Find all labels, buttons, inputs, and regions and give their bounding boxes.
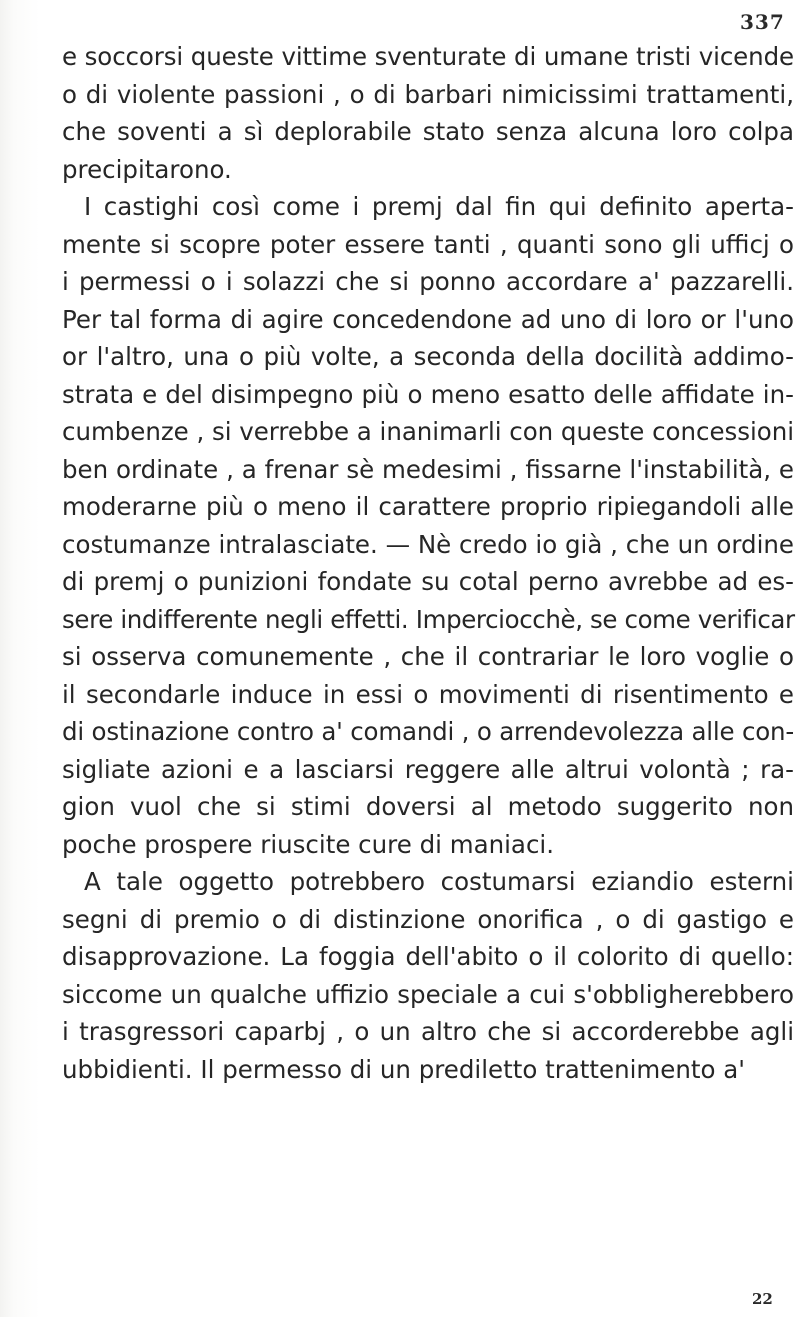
- text-line: cumbenze , si verrebbe a inanimarli con queste concessioni: [62, 417, 794, 446]
- text-line: segni di premio o di distinzione onorifica , o di gastigo e: [62, 904, 794, 934]
- text-line: gion vuol che si stimi doversi al metodo suggerito non: [62, 792, 794, 821]
- text-line: si osserva comunemente , che il contrariar le loro voglie o: [62, 642, 794, 671]
- text-line: disapprovazione. La foggia dell'abito o il colorito di quello:: [62, 942, 794, 971]
- text-line: sigliate azioni e a lasciarsi reggere alle altrui volontà ; ra-: [62, 754, 794, 784]
- text-line: di ostinazione contro a' comandi , o arrendevolezza alle con-: [62, 717, 794, 746]
- text-line: che soventi a sì deplorabile stato senza alcuna loro colpa: [62, 117, 794, 146]
- text-line: or l'altro, una o più volte, a seconda della docilità addimo-: [62, 342, 794, 371]
- body-text: [62, 38, 800, 1088]
- text-line: i permessi o i solazzi che si ponno accordare a' pazzarelli.: [62, 267, 794, 296]
- text-line: ben ordinate , a frenar sè medesimi , fissarne l'instabilità, e: [62, 454, 794, 484]
- text-line: sere indifferente negli effetti. Imperciocchè, se come verificar: [62, 604, 795, 634]
- text-line: di premj o punizioni fondate su cotal perno avrebbe ad es-: [62, 567, 794, 596]
- text-line: i trasgressori caparbj , o un altro che si accorderebbe agli: [62, 1017, 794, 1046]
- text-line: mente si scopre poter essere tanti , quanti sono gli ufficj o: [62, 229, 794, 259]
- text-line: ubbidienti. Il permesso di un prediletto trattenimento a': [62, 1054, 746, 1084]
- text-line: moderarne più o meno il carattere proprio ripiegandoli alle: [62, 492, 794, 521]
- signature-mark: 22: [752, 1290, 773, 1308]
- text-line: A tale oggetto potrebbero costumarsi eziandio esterni: [84, 867, 794, 896]
- text-line: precipitarono.: [62, 154, 232, 184]
- text-line: il secondarle induce in essi o movimenti di risentimento e: [62, 679, 794, 709]
- text-line: strata e del disimpegno più o meno esatto delle affidate in-: [62, 379, 794, 409]
- text-line: siccome un qualche uffizio speciale a cui s'obbligherebbero: [62, 979, 794, 1009]
- text-line: o di violente passioni , o di barbari nimicissimi trattamenti,: [62, 79, 794, 109]
- page-number: 337: [740, 10, 785, 34]
- text-line: Per tal forma di agire concedendone ad uno di loro or l'uno: [62, 304, 794, 334]
- text-line: e soccorsi queste vittime sventurate di umane tristi vicende: [62, 42, 794, 71]
- text-line: poche prospere riuscite cure di maniaci.: [62, 829, 555, 859]
- text-line: costumanze intralasciate. — Nè credo io già , che un ordine: [62, 529, 794, 559]
- text-line: I castighi così come i premj dal fin qui definito aperta-: [84, 192, 794, 221]
